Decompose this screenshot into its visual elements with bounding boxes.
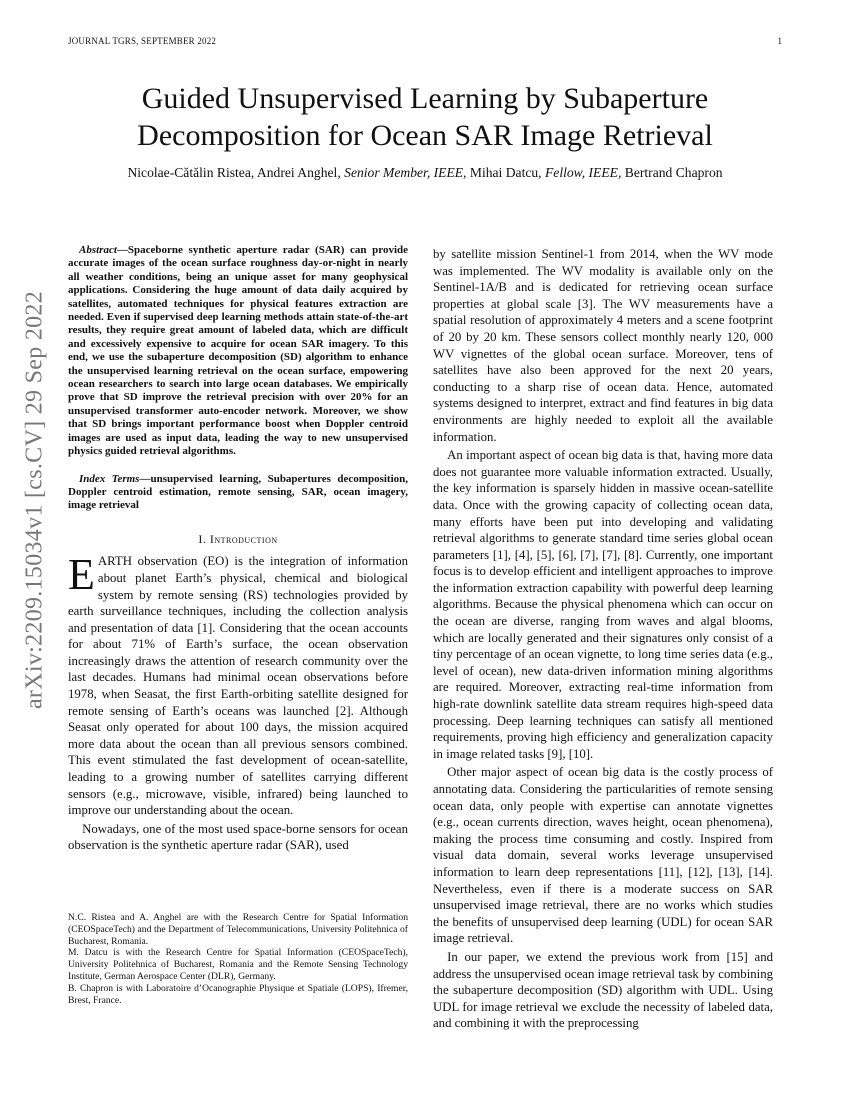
abstract-label: Abstract <box>79 244 117 256</box>
author-names-2: Mihai Datcu, <box>466 165 545 180</box>
left-column <box>68 244 408 854</box>
affiliation-footnotes <box>68 912 408 1006</box>
right-paragraph-3: Other major aspect of ocean big data is the costly process of annotating data. Considering the particularities of remote sensing ocean data, only people with expertise can annotate vignettes (e.g., ocean currents direction, waves height, ocean phenomena), making the process time consuming and costly. Inspired from visual data domain, several works leverage unsupervised information to learn deep representations [11], [12], [13], [14]. Nevertheless, even if there is a moderate success on SAR unsupervised image retrieval, there are no works which studies the benefits of unsupervised deep learning (UDL) for ocean SAR image retrieval. <box>433 765 773 946</box>
page-number: 1 <box>777 36 782 46</box>
right-paragraph-2: An important aspect of ocean big data is that, having more data does not guarantee more valuable information extracted. Usually, the key information is sparsely hidden in massive ocean-satellite data. Once with the growing capacity of collecting ocean data, many efforts have been put into developing and validating retrieval algorithms to generate standard time series global ocean parameters [1], [4], [5], [6], [7], [7], [8]. Currently, one important focus is to develop efficient and intelligent approaches to improve the information extraction capability with powerful deep learning algorithms. Because the physical phenomena which can occur on the ocean are diverse, ranging from waves and algal blooms, which are locally generated and their signatures only consist of a tiny percentage of an ocean vignette, to long time series data (e.g., level of ocean), new data-driven information mining algorithms are required. Moreover, extracting real-time information from high-rate downlink satellite data stream requires high-speed data processing. Deep learning techniques can satisfy all mentioned requirements, proving high efficiency and generalization capacity in image related tasks [9], [10]. <box>433 448 773 761</box>
title-line-1: Guided Unsupervised Learning by Subaperture <box>141 82 709 115</box>
right-paragraph-1: by satellite mission Sentinel-1 from 2014, when the WV mode was implemented. The WV modality is available only on the Sentinel-1A/B and is dedicated for retrieving ocean surface properties at global scale [3]. The WV measurements have a spatial resolution of approximately 4 meters and a scene footprint of 20 by 20 km. These sensors collect monthly nearly 120, 000 WV vignettes of the global ocean surface. Moreover, tens of satellites have also been approved for the next 20 years, conducting to a sharp rise of ocean data. Hence, automated systems designed to interpret, extract and find features in big data environments are highly needed to exploit all the available information. <box>433 247 773 444</box>
author-names-1: Nicolae-Cătălin Ristea, Andrei Anghel, <box>127 165 345 180</box>
author-role-2: Fellow, IEEE, <box>544 165 622 180</box>
right-column <box>433 246 773 1032</box>
index-terms <box>68 473 408 513</box>
journal-header: JOURNAL TGRS, SEPTEMBER 2022 <box>68 36 217 46</box>
right-paragraph-4: In our paper, we extend the previous work from [15] and address the unsupervised ocean image retrieval task by combining the subaperture decomposition (SD) algorithm with UDL. Using UDL for image retrieval we exclude the necessity of labeled data, and combining it with the preprocessing <box>433 949 773 1031</box>
intro-paragraph-2: Nowadays, one of the most used space-borne sensors for ocean observation is the synthetic aperture radar (SAR), used <box>68 821 408 853</box>
abstract-text: —Spaceborne synthetic aperture radar (SAR) can provide accurate images of the ocean surface roughness day-or-night in nearly all weather conditions, being an unique asset for many geophysical applications. Considering the huge amount of data daily acquired by satellites, automated techniques for physical features extraction are needed. Even if supervised deep learning methods attain state-of-the-art results, they require great amount of labeled data, which are difficult and excessively expensive to acquire for ocean SAR imagery. To this end, we use the subaperture decomposition (SD) algorithm to enhance the unsupervised learning retrieval on the ocean surface, empowering ocean researchers to search into large ocean databases. We empirically prove that SD improve the retrieval precision with over 20% for an unsupervised transformer auto-encoder network. Moreover, we show that SD brings important performance boost when Doppler centroid images are used as input data, leading the way to new unsupervised physics guided retrieval algorithms. <box>68 244 408 458</box>
footnote-3: B. Chapron is with Laboratoire d’Ocanographie Physique et Spatiale (LOPS), Ifremer, Brest, France. <box>68 982 408 1006</box>
index-terms-text: —unsupervised learning, Subapertures decomposition, Doppler centroid estimation, remote sensing, SAR, ocean imagery, image retrieval <box>68 472 408 512</box>
index-terms-label: Index Terms <box>79 472 140 485</box>
intro-paragraph-1 <box>68 550 408 819</box>
section-heading-introduction: I. Introduction <box>198 531 278 546</box>
arxiv-sidebar <box>20 290 50 710</box>
author-list <box>68 164 782 182</box>
footnote-2: M. Datcu is with the Research Centre for Spatial Information (CEOSpaceTech), University Politehnica of Bucharest, Romania and the Remote Sensing Technology Institute, German Aerospace Center (DLR), Germany. <box>68 947 408 982</box>
title-line-2: Decomposition for Ocean SAR Image Retrieval <box>137 119 713 152</box>
intro-paragraph-1-text: ARTH observation (EO) is the integration of information about planet Earth’s physical, chemical and biological system by remote sensing (RS) technologies provided by earth surveillance techniques, including the collection analysis and presentation of data [1]. Considering that the ocean accounts for about 71% of Earth’s surface, the ocean observation increasingly draws the attention of research community over the last decades. Humans had minimal ocean observations before 1978, when Seasat, the first Earth-orbiting satellite designed for remote sensing of Earth’s oceans was launched [2]. Although Seasat only operated for about 100 days, the mission acquired more data about the ocean than all previous sensors combined. This event stimulated the fast development of ocean-satellite, leading to a growing number of satellites carrying different sensors (e.g., microwave, visible, infrared) being launched to improve our understanding about the ocean. <box>68 554 408 818</box>
drop-cap: E <box>68 550 95 600</box>
author-role-1: Senior Member, IEEE, <box>344 165 467 180</box>
footnote-1: N.C. Ristea and A. Anghel are with the Research Centre for Spatial Information (CEOSpaceTech) and the Department of Telecommunications, University Politehnica of Bucharest, Romania. <box>68 912 408 947</box>
arxiv-identifier[interactable]: arXiv:2209.15034v1 [cs.CV] 29 Sep 2022 <box>21 290 48 710</box>
paper-title <box>68 80 782 154</box>
author-names-3: Bertrand Chapron <box>621 165 723 180</box>
abstract <box>68 244 408 459</box>
